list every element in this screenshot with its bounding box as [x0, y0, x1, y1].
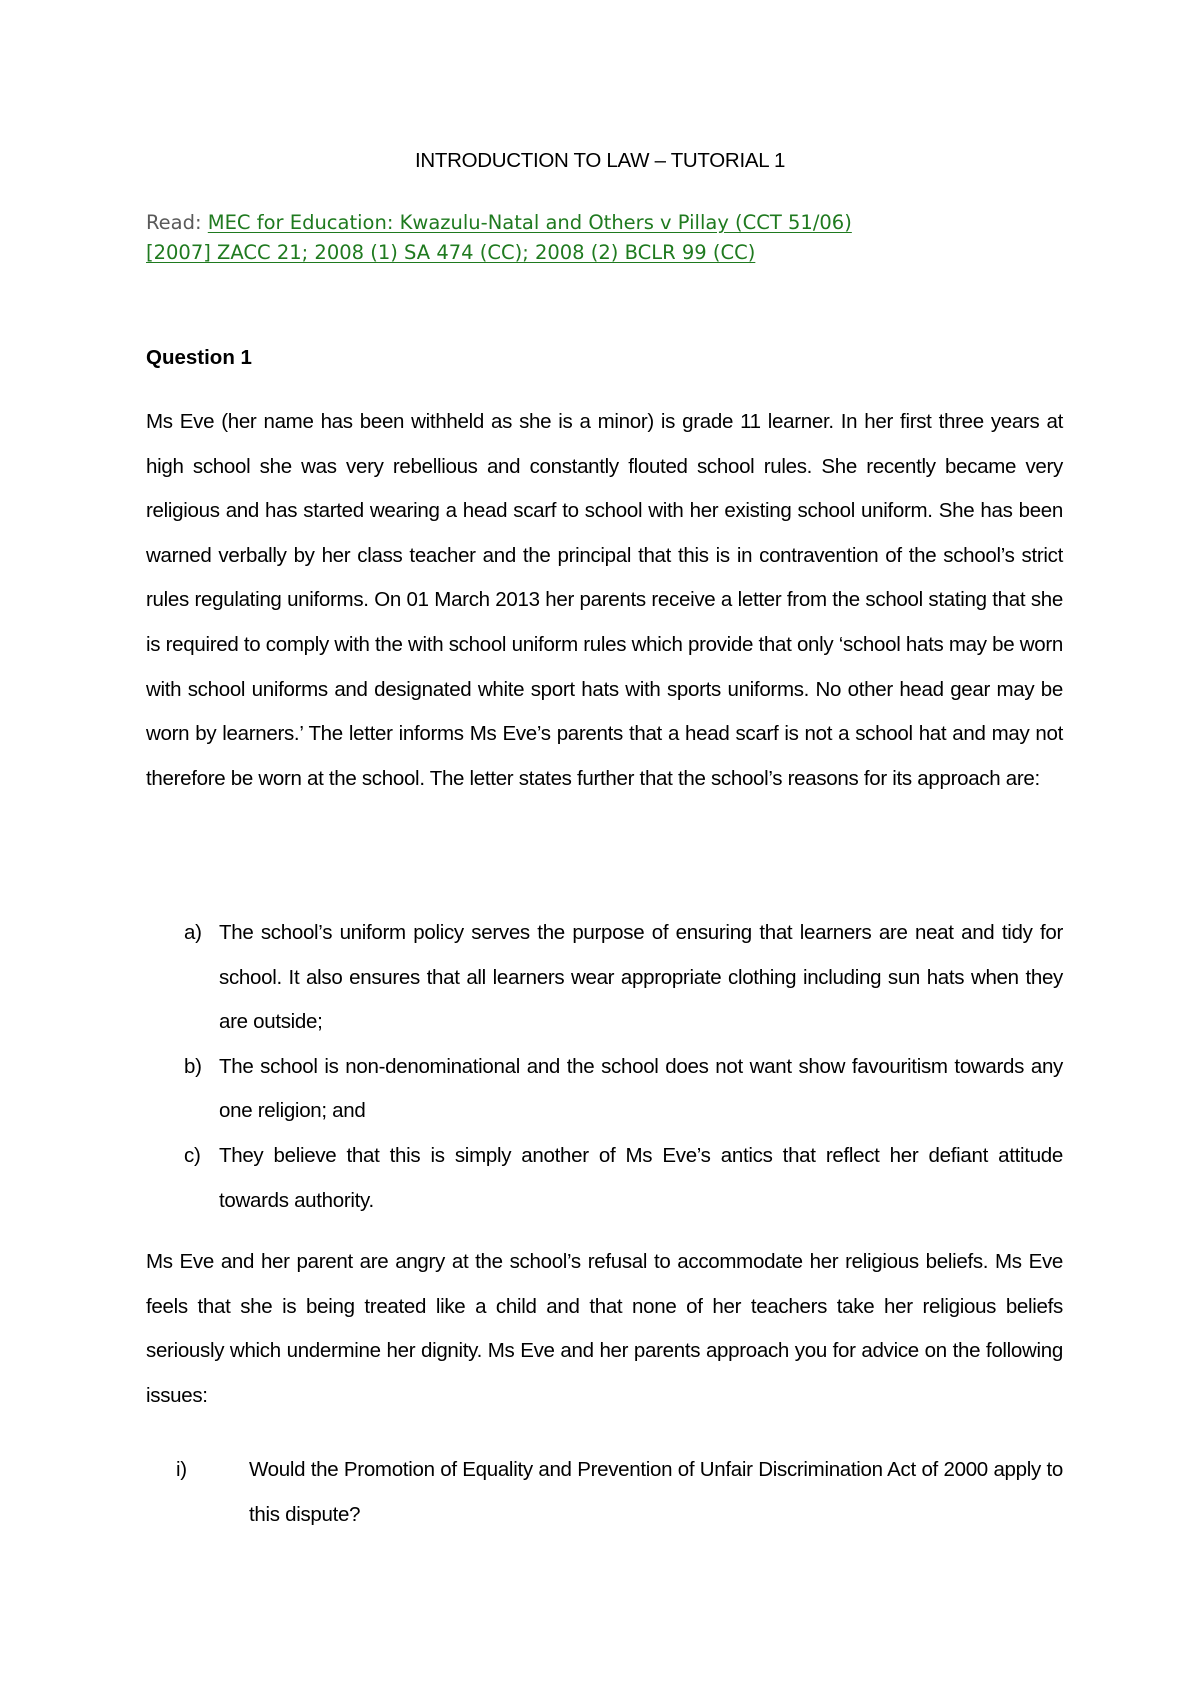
reason-text: The school is non-denominational and the school does not want show favouritism towards any one religion; and: [219, 1054, 1063, 1123]
complaint-paragraph: Ms Eve and her parent are angry at the school’s refusal to accommodate her religious beliefs. Ms Eve feels that she is being treated like a child and that none of her teachers take her religious beliefs seriously which undermine her dignity. Ms Eve and her parents approach you for advice on the following issues:: [146, 1250, 1063, 1407]
reason-marker: c): [184, 1143, 201, 1167]
reason-marker: b): [184, 1054, 202, 1078]
question-item: [146, 1448, 1063, 1537]
reason-item: [146, 1045, 1063, 1134]
reasons-list: [146, 911, 1063, 1223]
case-citation-link[interactable]: [146, 211, 852, 264]
reason-marker: a): [184, 921, 202, 944]
reading-assignment: [146, 208, 1066, 268]
question-text: Would the Promotion of Equality and Prevention of Unfair Discrimination Act of 2000 apply to this dispute?: [249, 1458, 1063, 1526]
question-marker: i): [176, 1458, 187, 1481]
reason-text: They believe that this is simply another of Ms Eve’s antics that reflect her defiant attitude towards authority.: [219, 1143, 1063, 1212]
document-title: INTRODUCTION TO LAW – TUTORIAL 1: [414, 149, 786, 172]
reason-text: The school’s uniform policy serves the purpose of ensuring that learners are neat and tidy for school. It also ensures that all learners wear appropriate clothing including sun hats when they are outside;: [219, 921, 1063, 1034]
citation-line-2: [2007] ZACC 21; 2008 (1) SA 474 (CC); 2008 (2) BCLR 99 (CC): [146, 241, 756, 264]
reason-item: [146, 911, 1063, 1045]
facts-paragraph: Ms Eve (her name has been withheld as she is a minor) is grade 11 learner. In her first three years at high school she was very rebellious and constantly flouted school rules. She recently became very religious and has started wearing a head scarf to school with her existing school uniform. She has been warned verbally by her class teacher and the principal that this is in contravention of the school’s strict rules regulating uniforms. On 01 March 2013 her parents receive a letter from the school stating that she is required to comply with the with school uniform rules which provide that only ‘school hats may be worn with school uniforms and designated white sport hats with sports uniforms. No other head gear may be worn by learners.’ The letter informs Ms Eve’s parents that a head scarf is not a school hat and may not therefore be worn at the school. The letter states further that the school’s reasons for its approach are:: [146, 410, 1063, 790]
read-label: Read:: [146, 211, 208, 234]
question-heading: Question 1: [146, 346, 252, 369]
citation-line-1: MEC for Education: Kwazulu-Natal and Others v Pillay (CCT 51/06): [207, 211, 852, 234]
reason-item: [146, 1134, 1063, 1223]
